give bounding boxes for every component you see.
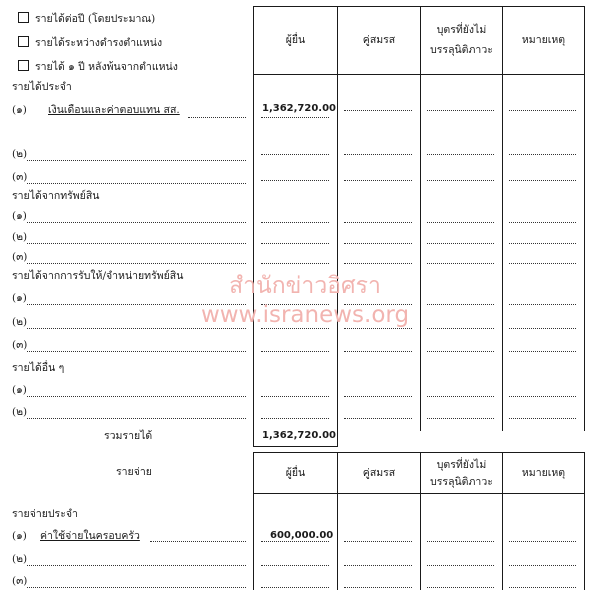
row-line (27, 183, 246, 184)
col-divider (253, 6, 254, 446)
row-line (27, 222, 246, 223)
row-line (27, 587, 246, 588)
family-expense-amount: 600,000.00 (270, 530, 334, 541)
row-number: (๒) (12, 406, 28, 418)
col-divider (584, 452, 585, 590)
col-header-filer: ผู้ยื่น (285, 34, 306, 46)
watermark-thai: สำนักข่าวอิศรา (229, 273, 381, 299)
section-asset-income: รายได้จากทรัพย์สิน (12, 190, 100, 202)
row-number: (๓) (12, 251, 28, 263)
row-number: (๒) (12, 231, 28, 243)
expense-header-filer: ผู้ยื่น (285, 467, 306, 479)
total-bottom-border (253, 446, 338, 447)
row-line (188, 117, 246, 118)
family-expense-label: ค่าใช้จ่ายในครอบครัว (40, 530, 140, 542)
expense-header-children-1: บุตรที่ยังไม่ (436, 459, 487, 471)
expense-top-border (253, 452, 585, 453)
expense-header-children-2: บรรลุนิติภาวะ (430, 476, 493, 488)
expense-title: รายจ่าย (116, 466, 152, 478)
row-number: (๑) (12, 530, 27, 542)
row-line (150, 541, 246, 542)
checkbox-icon[interactable] (18, 36, 29, 47)
watermark-url: www.isranews.org (200, 302, 410, 328)
col-divider (337, 6, 338, 446)
row-line (27, 328, 246, 329)
col-header-remarks: หมายเหตุ (521, 34, 566, 46)
row-number: (๑) (12, 210, 27, 222)
section-regular-expense: รายจ่ายประจำ (12, 508, 78, 520)
row-line (27, 418, 246, 419)
salary-label: เงินเดือนและค่าตอบแทน สส. (48, 104, 180, 116)
expense-header-bottom-border (253, 493, 585, 494)
row-line (27, 351, 246, 352)
row-line (27, 565, 246, 566)
checkbox-icon[interactable] (18, 60, 29, 71)
col-divider (584, 6, 585, 431)
checkbox-icon[interactable] (18, 12, 29, 23)
salary-amount-filer: 1,362,720.00 (262, 103, 337, 114)
expense-header-remarks: หมายเหตุ (521, 467, 566, 479)
row-line (27, 396, 246, 397)
row-number: (๓) (12, 339, 28, 351)
row-number: (๑) (12, 292, 27, 304)
expense-header-spouse: คู่สมรส (362, 467, 396, 479)
col-header-spouse: คู่สมรส (362, 34, 396, 46)
row-number: (๑) (12, 104, 27, 116)
row-number: (๒) (12, 553, 28, 565)
row-line (27, 263, 246, 264)
col-header-children-1: บุตรที่ยังไม่ (436, 24, 487, 36)
total-income-label: รวมรายได้ (104, 430, 153, 442)
row-line (27, 160, 246, 161)
row-number: (๓) (12, 575, 28, 587)
row-number: (๒) (12, 148, 28, 160)
table-top-border (253, 6, 585, 7)
row-number: (๑) (12, 384, 27, 396)
row-number: (๒) (12, 316, 28, 328)
checkbox-annual-income[interactable]: รายได้ต่อปี (โดยประมาณ) (18, 12, 155, 26)
checkbox-post-term-income[interactable]: รายได้ ๑ ปี หลังพ้นจากตำแหน่ง (18, 60, 178, 74)
header-bottom-border (253, 74, 585, 75)
row-line (27, 243, 246, 244)
col-divider (502, 6, 503, 431)
section-disposal-income: รายได้จากการรับให้/จำหน่ายทรัพย์สิน (12, 270, 184, 282)
section-other-income: รายได้อื่น ๆ (12, 362, 65, 374)
col-header-children-2: บรรลุนิติภาวะ (430, 44, 493, 56)
section-regular-income: รายได้ประจำ (12, 81, 72, 93)
row-number: (๓) (12, 171, 28, 183)
col-divider (420, 6, 421, 431)
total-income-amount: 1,362,720.00 (262, 430, 337, 441)
checkbox-during-term-income[interactable]: รายได้ระหว่างดำรงตำแหน่ง (18, 36, 162, 50)
